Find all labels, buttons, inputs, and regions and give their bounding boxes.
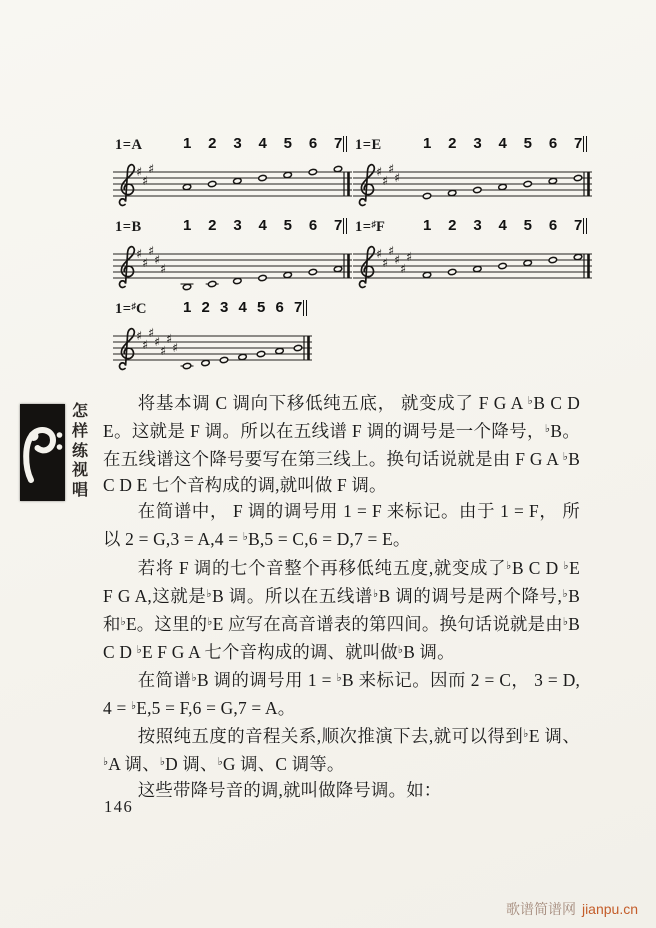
staff-E [353, 158, 593, 212]
paragraph-6: 这些带降号音的调,就叫做降号调。如： [137, 780, 442, 801]
sharp-sign: ♯ [388, 243, 395, 259]
key-label: 1=♯F [355, 219, 386, 235]
scale-degree-number: 3 [233, 217, 242, 234]
staff-row-3 [113, 298, 313, 376]
whole-note [423, 193, 432, 200]
treble-clef-icon [360, 247, 375, 288]
vertical-title-char: 样 [71, 422, 88, 440]
scale-degree-number: 7 [574, 217, 583, 234]
vertical-title-char: 怎 [71, 403, 88, 420]
treble-clef-icon [360, 165, 375, 206]
bass-clef-box [20, 404, 65, 501]
scale-degree-number: 5 [523, 217, 532, 234]
scale-degree-number: 1 [423, 217, 432, 234]
scale-degree-number: 3 [473, 135, 482, 152]
double-barline-icon [583, 136, 587, 152]
sharp-sign: ♯ [148, 161, 155, 177]
scale-degree-number: 6 [275, 299, 284, 316]
sharp-sign: ♯ [136, 164, 143, 180]
sharp-sign: ♯ [148, 243, 155, 259]
sharp-sign: ♯ [166, 331, 173, 347]
staff-F [353, 240, 593, 294]
scale-degree-number: 1 [183, 299, 192, 316]
whole-note [473, 187, 482, 194]
scale-degree-number: 4 [258, 135, 267, 152]
key-label: 1=♯C [115, 301, 147, 317]
scale-degree-number: 4 [498, 135, 507, 152]
vertical-title-char: 视 [71, 462, 88, 480]
sharp-sign: ♯ [406, 249, 413, 265]
whole-note [523, 260, 532, 267]
scale-degree-number: 7 [574, 135, 583, 152]
whole-note [183, 184, 192, 191]
treble-clef-icon [120, 247, 135, 288]
sharp-sign: ♯ [394, 252, 401, 268]
scale-degree-number: 1 [423, 135, 432, 152]
scale-degree-number: 4 [238, 299, 247, 316]
scale-degree-number: 3 [220, 299, 229, 316]
staff-segment-F [353, 216, 593, 294]
sharp-sign: ♯ [394, 170, 401, 186]
staff-row-2 [113, 216, 593, 294]
double-barline-icon [583, 218, 587, 234]
sharp-sign: ♯ [160, 261, 167, 277]
sidebar-vertical-title [69, 402, 91, 501]
whole-note [183, 284, 192, 291]
vertical-title-char: 唱 [71, 482, 88, 500]
whole-note [498, 184, 507, 191]
vertical-title-char: 练 [71, 442, 88, 460]
scale-degree-number: 7 [334, 217, 343, 234]
staff-C [113, 322, 313, 376]
double-barline-icon [303, 300, 307, 316]
scale-degree-number: 3 [233, 135, 242, 152]
scale-degree-number: 2 [208, 217, 217, 234]
whole-note [308, 269, 317, 276]
watermark-site-name: 歌谱简谱网 [505, 901, 576, 917]
paragraph-5: 按照纯五度的音程关系,顺次推演下去,就可以得到♭E 调、♭A 调、♭D 调、♭G 调、C 调等。 [103, 726, 580, 775]
scale-degree-number: 5 [283, 217, 292, 234]
whole-note [473, 266, 482, 273]
whole-note [233, 278, 242, 285]
scale-degree-number: 5 [257, 299, 266, 316]
whole-note [334, 166, 343, 173]
scale-degree-number: 6 [308, 135, 318, 152]
whole-note [548, 178, 557, 185]
scale-degree-number: 3 [473, 217, 482, 234]
scale-degree-number: 7 [294, 299, 303, 316]
scale-degree-number: 2 [448, 135, 457, 152]
whole-note [574, 254, 583, 261]
sharp-sign: ♯ [376, 246, 383, 262]
treble-clef-icon [120, 165, 135, 206]
key-label: 1=B [115, 219, 142, 235]
whole-note [183, 363, 192, 370]
staff-row-1 [113, 134, 593, 212]
sharp-sign: ♯ [154, 334, 161, 350]
staff-A [113, 158, 353, 212]
scale-degree-number: 4 [258, 217, 267, 234]
paragraph-2: 在简谱中， F 调的调号用 1 = F 来标记。由于 1 = F， 所以 2 = G,3 = A,4 = ♭B,5 = C,6 = D,7 = E。 [103, 501, 580, 550]
scale-degree-number: 6 [548, 135, 558, 152]
whole-note [258, 275, 267, 282]
whole-note [448, 269, 457, 276]
scale-degree-number: 2 [208, 135, 217, 152]
whole-note [334, 266, 343, 273]
whole-note [258, 175, 267, 182]
scale-degree-number: 1 [183, 135, 192, 152]
sharp-sign: ♯ [148, 325, 155, 341]
sharp-sign: ♯ [400, 261, 407, 277]
sharp-sign: ♯ [382, 255, 389, 271]
scale-degree-number: 6 [548, 217, 558, 234]
sharp-sign: ♯ [136, 328, 143, 344]
whole-note [201, 360, 210, 367]
staff-segment-E [353, 134, 593, 212]
whole-note [294, 345, 303, 352]
whole-note [283, 272, 292, 279]
staff-segment-B [113, 216, 353, 294]
whole-note [283, 172, 292, 179]
scale-degree-number: 6 [308, 217, 318, 234]
whole-note [423, 272, 432, 279]
page-number: 146 [104, 797, 134, 816]
whole-note [238, 354, 247, 361]
whole-note [448, 190, 457, 197]
whole-note [208, 181, 217, 188]
paragraph-3: 若将 F 调的七个音整个再移低纯五度,就变成了♭B C D ♭E F G A,这就是♭B 调。所以在五线谱♭B 调的调号是两个降号,♭B 和♭E。这里的♭E 应写在高音谱表的第四间。换句话说就是由♭B C D ♭E F G A 七个音构成的调、就叫做♭B 调。 [103, 557, 580, 662]
whole-note [220, 357, 229, 364]
staff-segment-A [113, 134, 353, 212]
key-label: 1=E [355, 137, 382, 153]
sharp-sign: ♯ [160, 343, 167, 359]
key-label: 1=A [115, 137, 143, 153]
double-barline-icon [343, 136, 347, 152]
sharp-sign: ♯ [136, 246, 143, 262]
paragraph-1: 将基本调 C 调向下移低纯五底， 就变成了 F G A ♭B C D E。这就是 F 调。所以在五线谱 F 调的调号是一个降号，♭B。在五线谱这个降号要写在第三线上。换句话说就是由 F G A ♭B C D E 七个音构成的调,就叫做 F 调。 [103, 393, 581, 496]
main-text [103, 388, 580, 803]
staff-segment-C [113, 298, 313, 376]
treble-clef-icon [120, 329, 135, 370]
whole-note [308, 169, 317, 176]
whole-note [574, 175, 583, 182]
sharp-sign: ♯ [172, 340, 179, 356]
scale-degree-number: 5 [283, 135, 292, 152]
watermark-site-url: jianpu.cn [581, 901, 638, 917]
scale-degree-number: 5 [523, 135, 532, 152]
whole-note [498, 263, 507, 270]
scale-degree-number: 4 [498, 217, 507, 234]
whole-note [275, 348, 284, 355]
paragraph-4: 在简谱♭B 调的调号用 1 = ♭B 来标记。因而 2 = C， 3 = D, 4 = ♭E,5 = F,6 = G,7 = A。 [103, 669, 581, 719]
scale-degree-number: 2 [448, 217, 457, 234]
sharp-sign: ♯ [142, 173, 149, 189]
whole-note [233, 178, 242, 185]
bass-clef-icon [20, 404, 65, 501]
whole-note [257, 351, 266, 358]
scale-degree-number: 1 [183, 217, 192, 234]
whole-note [548, 257, 557, 264]
staff-B [113, 240, 353, 294]
watermark [506, 899, 638, 919]
double-barline-icon [343, 218, 347, 234]
whole-note [523, 181, 532, 188]
sharp-sign: ♯ [142, 337, 149, 353]
whole-note [208, 281, 217, 288]
sharp-sign: ♯ [142, 255, 149, 271]
sharp-sign: ♯ [154, 252, 161, 268]
scale-degree-number: 2 [201, 299, 210, 316]
sharp-sign: ♯ [388, 161, 395, 177]
scale-degree-number: 7 [334, 135, 343, 152]
sharp-sign: ♯ [376, 164, 383, 180]
sharp-sign: ♯ [382, 173, 389, 189]
